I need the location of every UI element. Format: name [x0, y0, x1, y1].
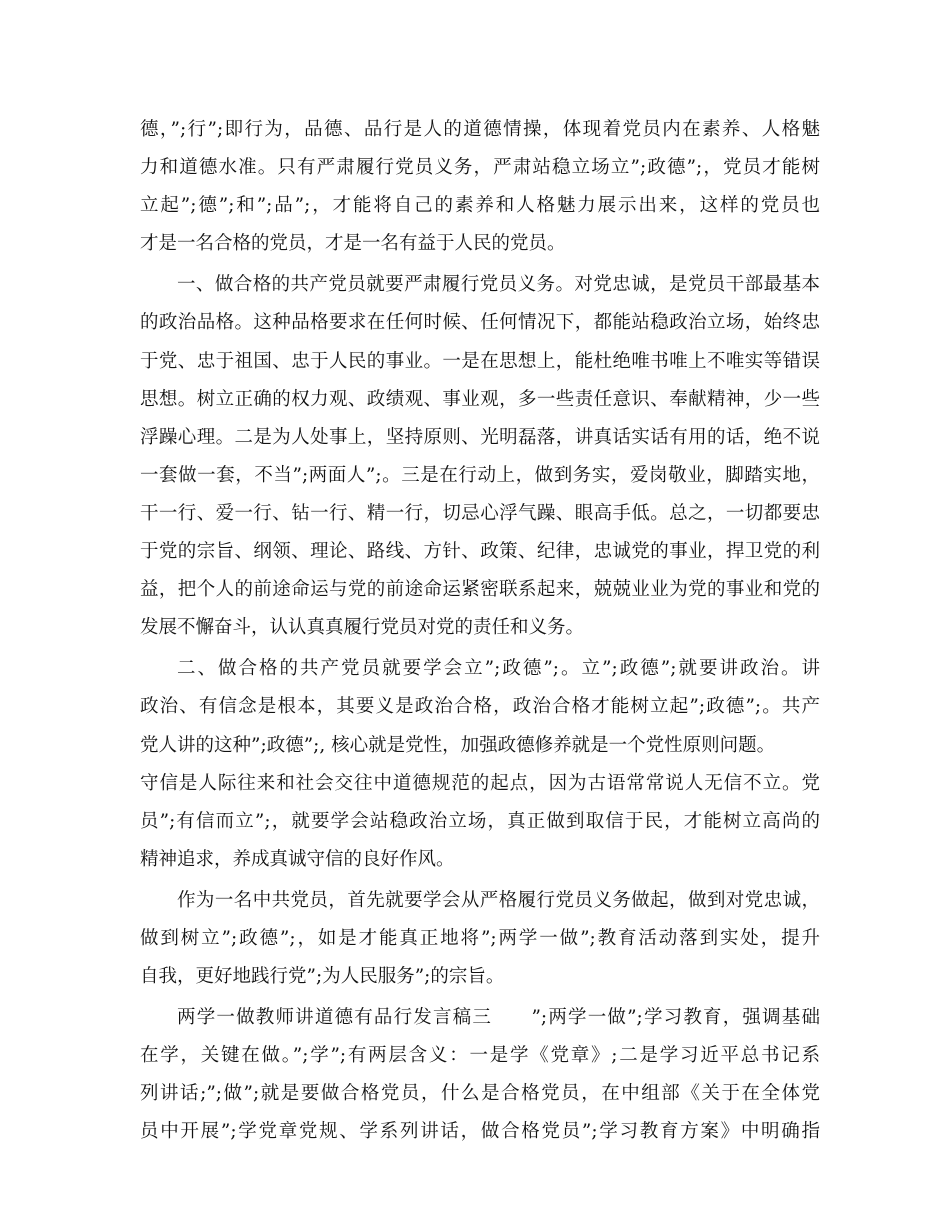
- text-line: 列讲话;”;做”;就是要做合格党员，什么是合格党员，在中组部《关于在全体党: [140, 1083, 820, 1105]
- text-line: 员”;有信而立”;，就要学会站稳政治立场，真正做到取信于民，才能树立高尚的: [140, 810, 820, 832]
- text-line: 思想。树立正确的权力观、政绩观、事业观，多一些责任意识、奉献精神，少一些: [140, 388, 820, 410]
- text-line: 益，把个人的前途命运与党的前途命运紧密联系起来，兢兢业业为党的事业和党的: [140, 579, 820, 601]
- text-line: 员中开展”;学党章党规、学系列讲话，做合格党员”;学习教育方案》中明确指: [140, 1121, 820, 1143]
- text-line: 二、做合格的共产党员就要学会立”;政德”;。立”;政德”;就要讲政治。讲: [177, 658, 820, 680]
- text-line: 才是一名合格的党员，才是一名有益于人民的党员。: [140, 233, 566, 255]
- text-line: 干一行、爱一行、钻一行、精一行，切忌心浮气躁、眼高手低。总之，一切都要忠: [140, 502, 820, 524]
- text-line: 政治、有信念是根本，其要义是政治合格，政治合格才能树立起”;政德”;。共产: [140, 696, 820, 718]
- text-line: 精神追求，养成真诚守信的良好作风。: [140, 848, 455, 870]
- text-line: 浮躁心理。二是为人处事上，坚持原则、光明磊落，讲真话实话有用的话，绝不说: [140, 426, 820, 448]
- text-line: 立起”;德”;和”;品”;，才能将自己的素养和人格魅力展示出来，这样的党员也: [140, 195, 820, 217]
- text-line: 于党、忠于祖国、忠于人民的事业。一是在思想上，能杜绝唯书唯上不唯实等错误: [140, 350, 820, 372]
- text-line: 自我，更好地践行党”;为人民服务”;的宗旨。: [140, 966, 505, 988]
- text-line: 守信是人际往来和社会交往中道德规范的起点，因为古语常常说人无信不立。党: [140, 772, 820, 794]
- text-line: 在学，关键在做。”;学”;有两层含义：一是学《党章》;二是学习近平总书记系: [140, 1045, 820, 1067]
- text-line: 发展不懈奋斗，认认真真履行党员对党的责任和义务。: [140, 617, 585, 639]
- text-line: 力和道德水准。只有严肃履行党员义务，严肃站稳立场立”;政德”;，党员才能树: [140, 157, 820, 179]
- text-line: 于党的宗旨、纲领、理论、路线、方针、政策、纪律，忠诚党的事业，捍卫党的利: [140, 541, 820, 563]
- text-line: 做到树立”;政德”;，如是才能真正地将”;两学一做”;教育活动落到实处，提升: [140, 927, 820, 949]
- text-line: 作为一名中共党员，首先就要学会从严格履行党员义务做起，做到对党忠诚，: [177, 889, 820, 911]
- text-line: 德，”;行”;即行为，品德、品行是人的道德情操，体现着党员内在素养、人格魅: [140, 119, 820, 140]
- text-line: 一、做合格的共产党员就要严肃履行党员义务。对党忠诚，是党员干部最基本: [177, 274, 820, 296]
- text-line: 的政治品格。这种品格要求在任何时候、任何情况下，都能站稳政治立场，始终忠: [140, 312, 820, 334]
- document-body: [140, 111, 820, 1152]
- text-line: 党人讲的这种”;政德”;, 核心就是党性，加强政德修养就是一个党性原则问题。: [140, 734, 776, 756]
- text-line: 两学一做教师讲道德有品行发言稿三 ”;两学一做”;学习教育，强调基础: [177, 1007, 820, 1029]
- text-line: 一套做一套，不当”;两面人”;。三是在行动上，做到务实，爱岗敬业，脚踏实地，: [140, 464, 820, 486]
